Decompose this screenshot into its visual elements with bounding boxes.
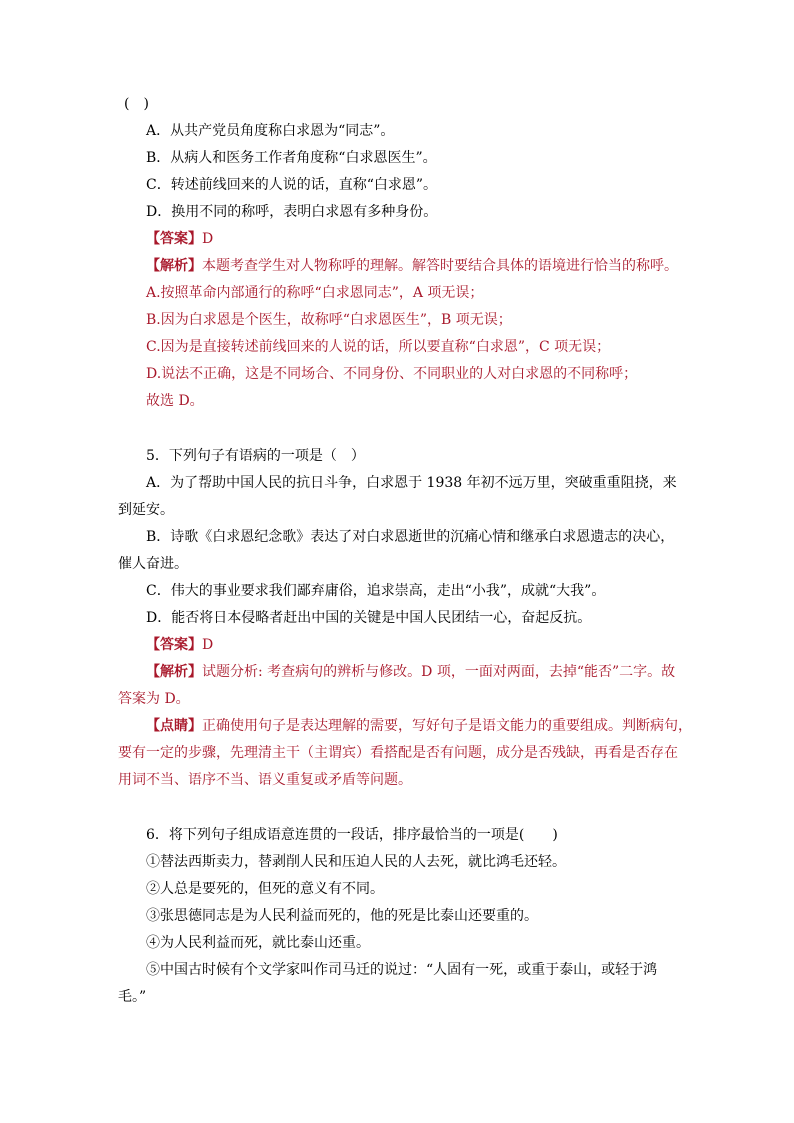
q6-sentence-5-line1: ⑤中国古时候有个文学家叫作司马迁的说过：“人固有一死，或重于泰山，或轻于鸿: [146, 962, 658, 978]
q6-sentence-5-line2: 毛。”: [118, 989, 147, 1005]
q5-tip-line2: 要有一定的步骤，先理清主干（主谓宾）看搭配是否有问题，成分是否残缺，再看是否存在: [118, 745, 678, 761]
q5-option-b-line2: 催人奋进。: [118, 556, 188, 572]
q5-tip-line3: 用词不当、语序不当、语义重复或矛盾等问题。: [118, 772, 412, 788]
q4-analysis-c: C.因为是直接转述前线回来的人说的话，所以要直称“白求恩”，C 项无误；: [146, 339, 611, 355]
q5-tip: [146, 716, 692, 736]
q6-sentence-2: ②人总是要死的，但死的意义有不同。: [146, 881, 384, 897]
q6-sentence-3: ③张思德同志是为人民利益而死的，他的死是比泰山还要重的。: [146, 908, 538, 924]
analysis-text: 本题考查学生对人物称呼的理解。解答时要结合具体的语境进行恰当的称呼。: [202, 258, 678, 274]
q4-paren: ( ): [124, 96, 149, 112]
answer-value: D: [202, 637, 214, 653]
answer-tag: 【答案】: [146, 637, 202, 653]
analysis-text: 试题分析: 考查病句的辨析与修改。D 项，一面对两面，去掉“能否”二字。故: [202, 664, 676, 680]
q5-option-a-line2: 到延安。: [118, 502, 174, 518]
tip-tag: 【点睛】: [146, 718, 202, 734]
q4-analysis-d: D.说法不正确，这是不同场合、不同身份、不同职业的人对白求恩的不同称呼；: [146, 366, 638, 382]
analysis-tag: 【解析】: [146, 258, 202, 274]
q4-option-b: B．从病人和医务工作者角度称“白求恩医生”。: [146, 150, 437, 166]
q5-analysis-line2: 答案为 D。: [118, 691, 190, 707]
q6-stem: 6．将下列句子组成语意连贯的一段话，排序最恰当的一项是( ): [146, 827, 558, 843]
q4-analysis-conclusion: 故选 D。: [146, 393, 204, 409]
q4-analysis: [146, 256, 678, 276]
q5-answer: [146, 635, 213, 655]
tip-text: 正确使用句子是表达理解的需要，写好句子是语文能力的重要组成。判断病句，: [202, 718, 692, 734]
q5-option-b-line1: B．诗歌《白求恩纪念歌》表达了对白求恩逝世的沉痛心情和继承白求恩遗志的决心，: [146, 529, 675, 545]
q5-analysis: [146, 662, 675, 682]
answer-value: D: [202, 231, 214, 247]
q5-stem: 5．下列句子有语病的一项是（ ）: [146, 448, 365, 464]
q4-option-a: A．从共产党员角度称白求恩为“同志”。: [146, 123, 395, 139]
q5-option-c: C．伟大的事业要求我们鄙弃庸俗，追求崇高，走出“小我”，成就“大我”。: [146, 583, 606, 599]
q4-answer: [146, 229, 213, 249]
q5-option-d: D．能否将日本侵略者赶出中国的关键是中国人民团结一心，奋起反抗。: [146, 610, 592, 626]
q4-option-c: C．转述前线回来的人说的话，直称“白求恩”。: [146, 177, 438, 193]
q4-analysis-a: A.按照革命内部通行的称呼“白求恩同志”，A 项无误；: [146, 285, 484, 301]
answer-tag: 【答案】: [146, 231, 202, 247]
q6-sentence-4: ④为人民利益而死，就比泰山还重。: [146, 935, 370, 951]
q6-sentence-1: ①替法西斯卖力，替剥削人民和压迫人民的人去死，就比鸿毛还轻。: [146, 854, 566, 870]
analysis-tag: 【解析】: [146, 664, 202, 680]
q5-option-a-line1: A．为了帮助中国人民的抗日斗争，白求恩于 1938 年初不远万里，突破重重阻挠，来: [146, 475, 677, 491]
q4-option-d: D．换用不同的称呼，表明白求恩有多种身份。: [146, 204, 438, 220]
q4-analysis-b: B.因为白求恩是个医生，故称呼“白求恩医生”，B 项无误；: [146, 312, 512, 328]
